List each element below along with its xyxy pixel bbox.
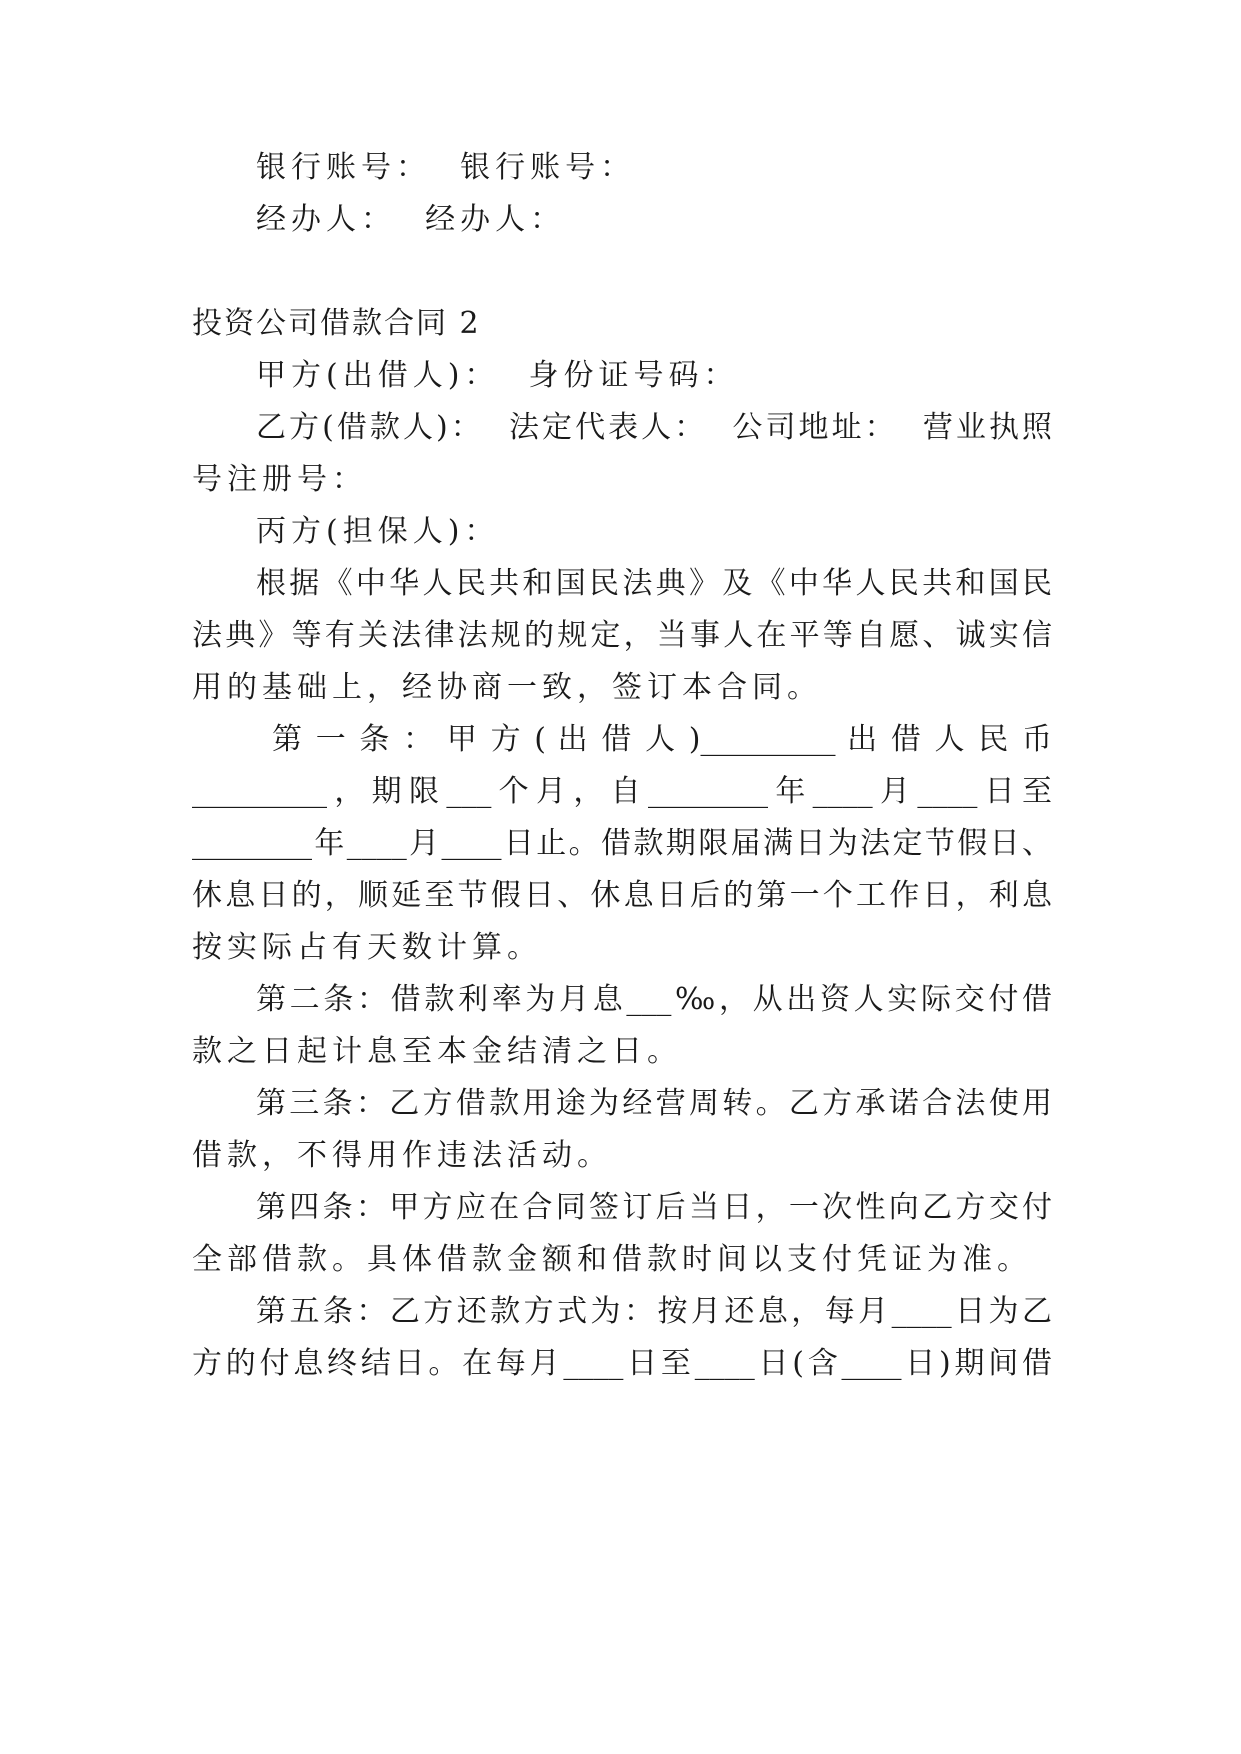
article-1-line-2: _________，期限___个月，自________年____月____日至 (192, 774, 1052, 809)
article-3-line-1: 第三条：乙方借款用途为经营周转。乙方承诺合法使用 (256, 1086, 1052, 1121)
contract-title: 投资公司借款合同 2 (192, 306, 481, 341)
article-1-line-5: 按实际占有天数计算。 (192, 930, 542, 965)
party-b-line-cont: 号注册号： (192, 462, 367, 497)
article-3-line-2: 借款，不得用作违法活动。 (192, 1138, 612, 1173)
preamble-line-2: 法典》等有关法律法规的规定，当事人在平等自愿、诚实信 (192, 618, 1052, 653)
article-2-line-1: 第二条：借款利率为月息___‰，从出资人实际交付借 (256, 982, 1052, 1017)
article-4-line-2: 全部借款。具体借款金额和借款时间以支付凭证为准。 (192, 1242, 1032, 1277)
article-2-line-2: 款之日起计息至本金结清之日。 (192, 1034, 682, 1069)
article-1-line-3: ________年____月____日止。借款期限届满日为法定节假日、 (192, 826, 1052, 861)
article-5-line-1: 第五条：乙方还款方式为：按月还息，每月____日为乙 (256, 1294, 1052, 1329)
bank-account-line: 银行账号： 银行账号： (256, 150, 636, 185)
preamble-line-3: 用的基础上，经协商一致，签订本合同。 (192, 670, 822, 705)
article-1-line-4: 休息日的，顺延至节假日、休息日后的第一个工作日，利息 (192, 878, 1052, 913)
party-a-line: 甲方(出借人)： 身份证号码： (256, 358, 739, 393)
article-1-line-1: 第 一 条 ： 甲 方 ( 出 借 人 )_________ 出 借 人 民 币 (272, 722, 1052, 757)
preamble-line-1: 根据《中华人民共和国民法典》及《中华人民共和国民 (256, 566, 1052, 601)
party-b-line: 乙方(借款人)： 法定代表人： 公司地址： 营业执照 (256, 410, 1052, 445)
party-c-line: 丙方(担保人)： (256, 514, 500, 549)
article-5-line-2: 方的付息终结日。在每月____日至____日(含____日)期间借 (192, 1346, 1052, 1381)
handler-line: 经办人： 经办人： (256, 202, 566, 237)
article-4-line-1: 第四条：甲方应在合同签订后当日，一次性向乙方交付 (256, 1190, 1052, 1225)
